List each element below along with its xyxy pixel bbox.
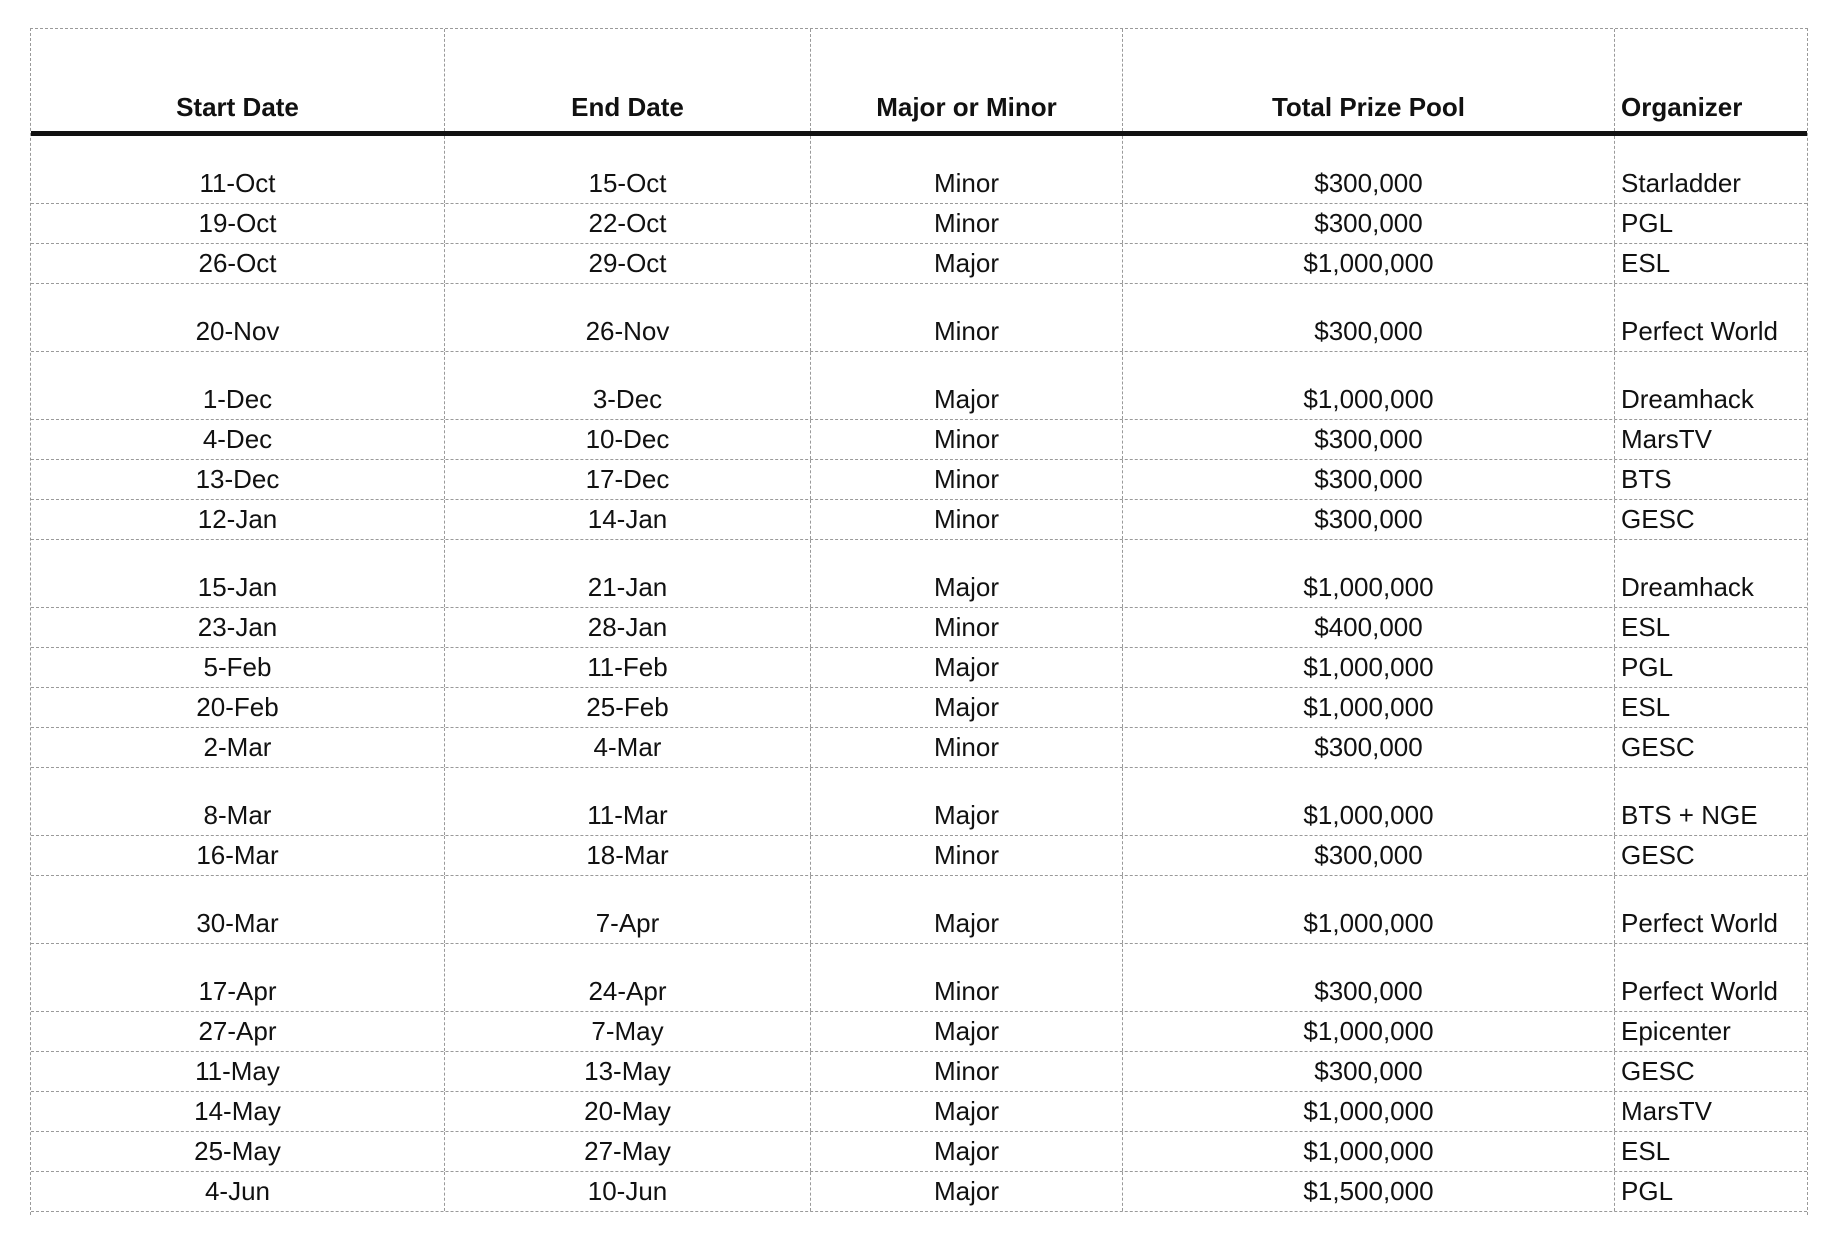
major-or-minor-cell: Major: [811, 648, 1123, 687]
table-row: [31, 648, 1807, 688]
table-row: [31, 352, 1807, 420]
organizer-cell: BTS: [1621, 464, 1672, 494]
end-date-cell: 14-Jan: [445, 500, 811, 539]
end-date-cell: 13-May: [445, 1052, 811, 1091]
prize-pool-cell: $1,000,000: [1123, 244, 1615, 283]
start-date-cell: 4-Dec: [31, 420, 445, 459]
end-date-cell: 11-Mar: [445, 768, 811, 835]
start-date-cell: 2-Mar: [31, 728, 445, 767]
prize-pool-cell: $1,000,000: [1123, 876, 1615, 943]
organizer-cell: MarsTV: [1621, 1096, 1712, 1126]
prize-pool-cell: $1,000,000: [1123, 1012, 1615, 1051]
organizer-cell: BTS + NGE: [1621, 800, 1758, 830]
start-date-cell: 25-May: [31, 1132, 445, 1171]
major-or-minor-cell: Major: [811, 1092, 1123, 1131]
organizer-cell: PGL: [1621, 652, 1674, 682]
major-or-minor-cell: Minor: [811, 460, 1123, 499]
prize-pool-cell: $1,000,000: [1123, 540, 1615, 607]
table-row: [31, 1052, 1807, 1092]
major-or-minor-cell: Minor: [811, 204, 1123, 243]
prize-pool-cell: $1,000,000: [1123, 1092, 1615, 1131]
organizer-cell: ESL: [1621, 248, 1671, 278]
prize-pool-cell: $300,000: [1123, 204, 1615, 243]
prize-pool-cell: $400,000: [1123, 608, 1615, 647]
schedule-table: [30, 28, 1808, 1215]
table-row: [31, 1012, 1807, 1052]
end-date-cell: 24-Apr: [445, 944, 811, 1011]
column-header-major-or-minor: Major or Minor: [811, 29, 1123, 131]
end-date-cell: 22-Oct: [445, 204, 811, 243]
end-date-cell: 7-Apr: [445, 876, 811, 943]
table-row: [31, 728, 1807, 768]
organizer-cell: Perfect World: [1621, 976, 1779, 1006]
organizer-cell: Dreamhack: [1621, 572, 1754, 602]
start-date-cell: 20-Feb: [31, 688, 445, 727]
prize-pool-cell: $300,000: [1123, 836, 1615, 875]
start-date-cell: 11-May: [31, 1052, 445, 1091]
organizer-cell: Dreamhack: [1621, 384, 1754, 414]
prize-pool-cell: $300,000: [1123, 136, 1615, 203]
start-date-cell: 5-Feb: [31, 648, 445, 687]
start-date-cell: 11-Oct: [31, 136, 445, 203]
organizer-cell: GESC: [1621, 504, 1695, 534]
organizer-cell: GESC: [1621, 732, 1695, 762]
table-body: [31, 136, 1807, 1212]
prize-pool-cell: $1,000,000: [1123, 768, 1615, 835]
prize-pool-cell: $1,500,000: [1123, 1172, 1615, 1211]
table-row: [31, 136, 1807, 204]
start-date-cell: 26-Oct: [31, 244, 445, 283]
major-or-minor-cell: Minor: [811, 420, 1123, 459]
organizer-cell: Perfect World: [1621, 908, 1779, 938]
end-date-cell: 28-Jan: [445, 608, 811, 647]
table-row: [31, 876, 1807, 944]
end-date-cell: 4-Mar: [445, 728, 811, 767]
table-row: [31, 460, 1807, 500]
table-row: [31, 500, 1807, 540]
organizer-cell: GESC: [1621, 1056, 1695, 1086]
table-row: [31, 284, 1807, 352]
table-row: [31, 420, 1807, 460]
end-date-cell: 18-Mar: [445, 836, 811, 875]
organizer-cell: PGL: [1621, 208, 1674, 238]
end-date-cell: 20-May: [445, 1092, 811, 1131]
column-header-end-date: End Date: [445, 29, 811, 131]
end-date-cell: 29-Oct: [445, 244, 811, 283]
start-date-cell: 17-Apr: [31, 944, 445, 1011]
major-or-minor-cell: Major: [811, 768, 1123, 835]
prize-pool-cell: $300,000: [1123, 460, 1615, 499]
organizer-cell: Epicenter: [1621, 1016, 1731, 1046]
prize-pool-cell: $1,000,000: [1123, 1132, 1615, 1171]
table-row: [31, 944, 1807, 1012]
prize-pool-cell: $300,000: [1123, 944, 1615, 1011]
end-date-cell: 26-Nov: [445, 284, 811, 351]
prize-pool-cell: $300,000: [1123, 420, 1615, 459]
end-date-cell: 7-May: [445, 1012, 811, 1051]
end-date-cell: 27-May: [445, 1132, 811, 1171]
start-date-cell: 23-Jan: [31, 608, 445, 647]
major-or-minor-cell: Minor: [811, 944, 1123, 1011]
end-date-cell: 17-Dec: [445, 460, 811, 499]
table-row: [31, 768, 1807, 836]
end-date-cell: 10-Jun: [445, 1172, 811, 1211]
major-or-minor-cell: Major: [811, 1012, 1123, 1051]
major-or-minor-cell: Major: [811, 1172, 1123, 1211]
major-or-minor-cell: Minor: [811, 836, 1123, 875]
start-date-cell: 20-Nov: [31, 284, 445, 351]
end-date-cell: 3-Dec: [445, 352, 811, 419]
prize-pool-cell: $1,000,000: [1123, 352, 1615, 419]
start-date-cell: 8-Mar: [31, 768, 445, 835]
major-or-minor-cell: Minor: [811, 1052, 1123, 1091]
prize-pool-cell: $300,000: [1123, 728, 1615, 767]
major-or-minor-cell: Major: [811, 540, 1123, 607]
major-or-minor-cell: Major: [811, 876, 1123, 943]
start-date-cell: 13-Dec: [31, 460, 445, 499]
prize-pool-cell: $1,000,000: [1123, 688, 1615, 727]
prize-pool-cell: $300,000: [1123, 284, 1615, 351]
major-or-minor-cell: Minor: [811, 608, 1123, 647]
column-header-organizer: Organizer: [1621, 92, 1743, 122]
end-date-cell: 10-Dec: [445, 420, 811, 459]
start-date-cell: 27-Apr: [31, 1012, 445, 1051]
table-header: [31, 29, 1807, 136]
organizer-cell: MarsTV: [1621, 424, 1712, 454]
organizer-cell: ESL: [1621, 1136, 1671, 1166]
table-row: [31, 688, 1807, 728]
end-date-cell: 15-Oct: [445, 136, 811, 203]
major-or-minor-cell: Minor: [811, 500, 1123, 539]
start-date-cell: 15-Jan: [31, 540, 445, 607]
column-header-start-date: Start Date: [31, 29, 445, 131]
start-date-cell: 30-Mar: [31, 876, 445, 943]
organizer-cell: GESC: [1621, 840, 1695, 870]
prize-pool-cell: $1,000,000: [1123, 648, 1615, 687]
end-date-cell: 11-Feb: [445, 648, 811, 687]
major-or-minor-cell: Major: [811, 352, 1123, 419]
table-row: [31, 1172, 1807, 1212]
start-date-cell: 14-May: [31, 1092, 445, 1131]
table-row: [31, 1092, 1807, 1132]
major-or-minor-cell: Major: [811, 688, 1123, 727]
table-row: [31, 836, 1807, 876]
organizer-cell: Starladder: [1621, 168, 1741, 198]
table-row: [31, 244, 1807, 284]
prize-pool-cell: $300,000: [1123, 500, 1615, 539]
start-date-cell: 16-Mar: [31, 836, 445, 875]
table-row: [31, 204, 1807, 244]
start-date-cell: 4-Jun: [31, 1172, 445, 1211]
major-or-minor-cell: Major: [811, 244, 1123, 283]
start-date-cell: 19-Oct: [31, 204, 445, 243]
table-row: [31, 1132, 1807, 1172]
table-row: [31, 540, 1807, 608]
prize-pool-cell: $300,000: [1123, 1052, 1615, 1091]
table-row: [31, 608, 1807, 648]
major-or-minor-cell: Minor: [811, 136, 1123, 203]
column-header-total-prize-pool: Total Prize Pool: [1123, 29, 1615, 131]
end-date-cell: 25-Feb: [445, 688, 811, 727]
organizer-cell: ESL: [1621, 692, 1671, 722]
major-or-minor-cell: Minor: [811, 284, 1123, 351]
organizer-cell: ESL: [1621, 612, 1671, 642]
start-date-cell: 1-Dec: [31, 352, 445, 419]
end-date-cell: 21-Jan: [445, 540, 811, 607]
major-or-minor-cell: Major: [811, 1132, 1123, 1171]
major-or-minor-cell: Minor: [811, 728, 1123, 767]
start-date-cell: 12-Jan: [31, 500, 445, 539]
organizer-cell: Perfect World: [1621, 316, 1779, 346]
organizer-cell: PGL: [1621, 1176, 1674, 1206]
